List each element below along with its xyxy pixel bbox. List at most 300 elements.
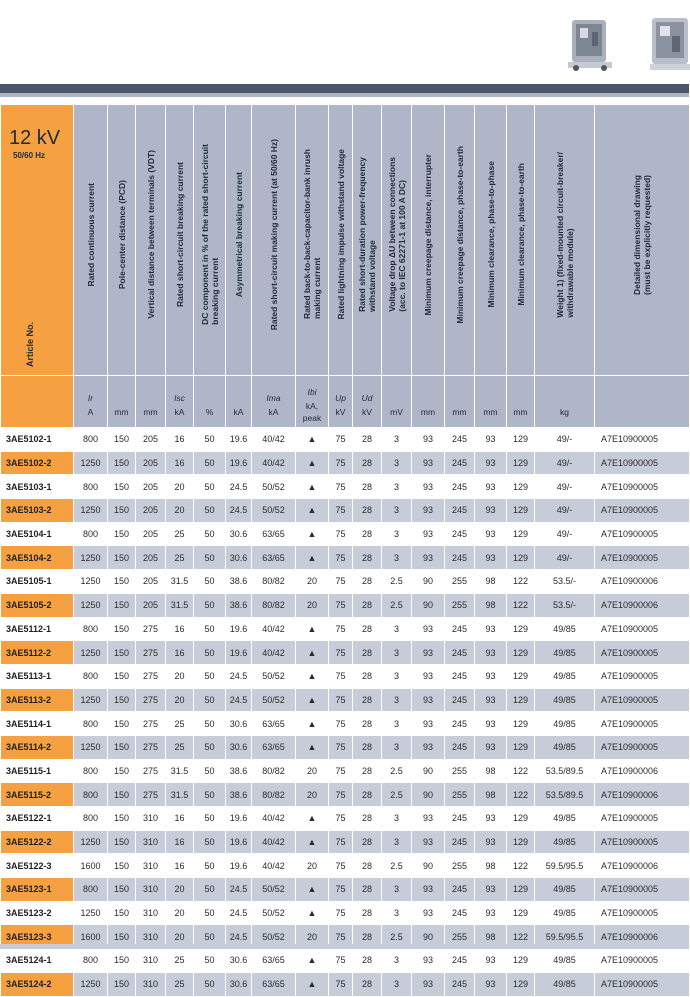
table-cell: 16 <box>166 830 194 854</box>
table-cell: ▲ <box>296 901 329 925</box>
table-cell: 20 <box>296 593 329 617</box>
column-unit-cell <box>475 376 507 428</box>
table-cell: 90 <box>412 783 445 807</box>
column-symbol <box>194 386 225 406</box>
table-cell: 40/42 <box>252 854 296 878</box>
table-cell: 50 <box>194 878 226 902</box>
article-number: 3AE5105-2 <box>1 593 74 617</box>
table-cell: 50 <box>194 925 226 949</box>
table-row <box>1 664 690 688</box>
column-header-label: Minimum creepage distance, phase-to-earth <box>454 145 465 324</box>
table-cell: ▲ <box>296 688 329 712</box>
table-cell: 275 <box>136 641 166 665</box>
table-cell: 28 <box>353 807 382 831</box>
table-cell: 122 <box>507 759 535 783</box>
drawing-number: A7E10900005 <box>595 712 690 736</box>
table-cell: 3 <box>382 972 412 996</box>
table-cell: 150 <box>108 807 136 831</box>
table-cell: 245 <box>445 688 475 712</box>
table-cell: 24.5 <box>226 901 252 925</box>
table-cell: 49/85 <box>535 807 595 831</box>
table-cell: 38.6 <box>226 783 252 807</box>
table-cell: 98 <box>475 783 507 807</box>
table-cell: 129 <box>507 972 535 996</box>
table-cell: 20 <box>166 475 194 499</box>
table-row <box>1 641 690 665</box>
table-cell: 20 <box>296 759 329 783</box>
table-cell: 53.5/- <box>535 593 595 617</box>
table-cell: 2.5 <box>382 925 412 949</box>
column-symbol <box>226 386 251 406</box>
table-cell: 245 <box>445 972 475 996</box>
table-cell: 50 <box>194 854 226 878</box>
table-cell: ▲ <box>296 807 329 831</box>
table-cell: 93 <box>412 664 445 688</box>
table-cell: 75 <box>329 783 353 807</box>
table-cell: ▲ <box>296 972 329 996</box>
table-cell: 129 <box>507 664 535 688</box>
table-cell: 205 <box>136 546 166 570</box>
column-unit-cell <box>296 376 329 428</box>
column-unit: kg <box>560 406 569 417</box>
table-cell: 245 <box>445 641 475 665</box>
table-cell: 50 <box>194 972 226 996</box>
table-cell: 93 <box>412 735 445 759</box>
table-cell: 205 <box>136 499 166 523</box>
table-cell: 50/52 <box>252 499 296 523</box>
table-cell: 93 <box>412 688 445 712</box>
column-header <box>595 105 690 376</box>
column-symbol <box>507 386 534 406</box>
table-cell: 49/85 <box>535 664 595 688</box>
column-header <box>412 105 445 376</box>
drawing-number: A7E10900005 <box>595 949 690 973</box>
table-cell: 245 <box>445 522 475 546</box>
table-cell: 28 <box>353 854 382 878</box>
table-cell: 310 <box>136 807 166 831</box>
table-cell: 275 <box>136 759 166 783</box>
table-cell: 129 <box>507 807 535 831</box>
table-cell: 800 <box>74 617 108 641</box>
column-unit-cell <box>194 376 226 428</box>
table-cell: 28 <box>353 593 382 617</box>
column-header <box>296 105 329 376</box>
table-cell: 93 <box>412 522 445 546</box>
table-cell: 800 <box>74 664 108 688</box>
table-cell: 150 <box>108 972 136 996</box>
table-cell: 93 <box>475 617 507 641</box>
column-header-label: Rated short-circuit breaking current <box>174 161 185 307</box>
table-cell: 19.6 <box>226 854 252 878</box>
table-cell: 245 <box>445 830 475 854</box>
table-cell: 31.5 <box>166 783 194 807</box>
table-cell: ▲ <box>296 712 329 736</box>
table-cell: 20 <box>166 925 194 949</box>
column-symbol <box>382 386 411 406</box>
table-cell: 28 <box>353 475 382 499</box>
spec-table <box>0 104 690 997</box>
table-cell: 98 <box>475 925 507 949</box>
table-cell: 19.6 <box>226 451 252 475</box>
table-body <box>1 428 690 997</box>
table-cell: 49/85 <box>535 641 595 665</box>
table-cell: 800 <box>74 783 108 807</box>
header-band-light <box>0 93 689 97</box>
header-band-dark <box>0 84 689 93</box>
column-header-label: Vertical distance between terminals (VDT) <box>145 150 156 319</box>
table-cell: 20 <box>296 570 329 594</box>
table-cell: 75 <box>329 570 353 594</box>
table-cell: 30.6 <box>226 735 252 759</box>
table-cell: 310 <box>136 925 166 949</box>
table-cell: 150 <box>108 759 136 783</box>
drawing-number: A7E10900005 <box>595 878 690 902</box>
table-cell: 150 <box>108 712 136 736</box>
table-cell: 50 <box>194 712 226 736</box>
table-cell: 24.5 <box>226 925 252 949</box>
table-cell: 3 <box>382 641 412 665</box>
table-cell: 800 <box>74 475 108 499</box>
table-cell: 275 <box>136 783 166 807</box>
table-cell: 28 <box>353 901 382 925</box>
table-cell: 49/85 <box>535 972 595 996</box>
table-cell: 245 <box>445 712 475 736</box>
table-cell: 20 <box>166 688 194 712</box>
column-unit-cell <box>74 376 108 428</box>
table-cell: 28 <box>353 688 382 712</box>
table-cell: 129 <box>507 901 535 925</box>
table-cell: 75 <box>329 925 353 949</box>
column-header-label: Weight 1) (fixed-mounted circuit-breaker/ withdrawable module) <box>554 151 575 318</box>
table-cell: 1250 <box>74 641 108 665</box>
table-cell: 3 <box>382 475 412 499</box>
article-number: 3AE5102-2 <box>1 451 74 475</box>
table-cell: 150 <box>108 475 136 499</box>
table-cell: 93 <box>412 546 445 570</box>
table-row <box>1 499 690 523</box>
table-cell: 63/65 <box>252 522 296 546</box>
table-cell: 75 <box>329 475 353 499</box>
table-cell: 205 <box>136 451 166 475</box>
column-unit-cell <box>507 376 535 428</box>
drawing-number: A7E10900005 <box>595 641 690 665</box>
table-cell: 3 <box>382 949 412 973</box>
table-cell: 28 <box>353 570 382 594</box>
table-cell: 75 <box>329 830 353 854</box>
table-cell: 245 <box>445 451 475 475</box>
table-cell: 90 <box>412 570 445 594</box>
table-cell: 49/85 <box>535 688 595 712</box>
column-symbol <box>535 386 594 406</box>
table-cell: 90 <box>412 925 445 949</box>
table-cell: 93 <box>412 428 445 452</box>
table-cell: 80/82 <box>252 783 296 807</box>
table-cell: 50 <box>194 641 226 665</box>
column-unit: mm <box>452 406 467 417</box>
drawing-number: A7E10900005 <box>595 735 690 759</box>
table-cell: 24.5 <box>226 664 252 688</box>
table-cell: 50 <box>194 759 226 783</box>
voltage-unit-cell <box>1 376 74 428</box>
column-header-label: Minimum clearance, phase-to-phase <box>485 161 496 308</box>
table-cell: 3 <box>382 830 412 854</box>
table-cell: 245 <box>445 428 475 452</box>
table-cell: 150 <box>108 499 136 523</box>
table-cell: 93 <box>475 546 507 570</box>
table-cell: 93 <box>475 949 507 973</box>
table-cell: 205 <box>136 593 166 617</box>
table-cell: 93 <box>475 475 507 499</box>
table-cell: 310 <box>136 901 166 925</box>
table-cell: 800 <box>74 949 108 973</box>
table-cell: 31.5 <box>166 593 194 617</box>
table-cell: 129 <box>507 949 535 973</box>
table-cell: ▲ <box>296 451 329 475</box>
table-cell: 1250 <box>74 546 108 570</box>
table-cell: 255 <box>445 593 475 617</box>
table-cell: 93 <box>412 878 445 902</box>
table-cell: 310 <box>136 854 166 878</box>
article-number: 3AE5103-2 <box>1 499 74 523</box>
table-cell: 129 <box>507 522 535 546</box>
column-header-label: Rated short-circuit making current (at 50/60 Hz) <box>268 138 279 331</box>
table-cell: 800 <box>74 522 108 546</box>
table-cell: 93 <box>412 972 445 996</box>
table-cell: 24.5 <box>226 475 252 499</box>
table-cell: 50/52 <box>252 878 296 902</box>
table-cell: 1250 <box>74 593 108 617</box>
article-number: 3AE5105-1 <box>1 570 74 594</box>
table-cell: 255 <box>445 570 475 594</box>
table-cell: 98 <box>475 593 507 617</box>
table-cell: 63/65 <box>252 949 296 973</box>
column-symbol <box>595 392 689 412</box>
drawing-number: A7E10900005 <box>595 522 690 546</box>
column-unit: % <box>205 406 214 417</box>
table-cell: 49/85 <box>535 830 595 854</box>
table-cell: 90 <box>412 593 445 617</box>
column-unit-cell <box>445 376 475 428</box>
table-cell: 28 <box>353 522 382 546</box>
table-cell: 310 <box>136 949 166 973</box>
table-cell: 93 <box>475 664 507 688</box>
table-cell: 93 <box>412 475 445 499</box>
table-cell: 255 <box>445 783 475 807</box>
table-cell: 1250 <box>74 451 108 475</box>
table-cell: 75 <box>329 451 353 475</box>
table-cell: 75 <box>329 522 353 546</box>
column-header <box>108 105 136 376</box>
table-cell: 245 <box>445 475 475 499</box>
table-row <box>1 593 690 617</box>
table-cell: 50/52 <box>252 901 296 925</box>
column-header <box>74 105 108 376</box>
table-cell: 129 <box>507 499 535 523</box>
column-unit-cell <box>136 376 166 428</box>
table-cell: ▲ <box>296 428 329 452</box>
table-cell: 28 <box>353 972 382 996</box>
column-header-label: Rated short-duration power-frequency withstand voltage <box>357 157 377 312</box>
table-cell: 49/- <box>535 428 595 452</box>
column-unit-cell <box>595 376 690 428</box>
table-cell: ▲ <box>296 617 329 641</box>
table-cell: 50 <box>194 499 226 523</box>
table-cell: 31.5 <box>166 570 194 594</box>
article-number: 3AE5103-1 <box>1 475 74 499</box>
table-cell: 245 <box>445 617 475 641</box>
table-cell: 245 <box>445 664 475 688</box>
drawing-number: A7E10900005 <box>595 617 690 641</box>
table-cell: ▲ <box>296 499 329 523</box>
table-cell: 310 <box>136 972 166 996</box>
column-unit-cell <box>166 376 194 428</box>
table-cell: 1250 <box>74 830 108 854</box>
table-cell: 90 <box>412 759 445 783</box>
article-number: 3AE5112-1 <box>1 617 74 641</box>
table-cell: 1250 <box>74 901 108 925</box>
table-cell: 3 <box>382 617 412 641</box>
table-cell: 75 <box>329 593 353 617</box>
column-header-label: Rated continuous current <box>85 182 96 287</box>
table-cell: 38.6 <box>226 570 252 594</box>
column-unit: kA <box>268 406 279 417</box>
table-cell: 75 <box>329 641 353 665</box>
table-cell: 150 <box>108 617 136 641</box>
table-cell: ▲ <box>296 735 329 759</box>
table-cell: 75 <box>329 878 353 902</box>
drawing-number: A7E10900006 <box>595 854 690 878</box>
column-symbol: Ibi <box>307 386 317 397</box>
column-header <box>136 105 166 376</box>
table-cell: 28 <box>353 878 382 902</box>
table-cell: 93 <box>475 712 507 736</box>
column-header <box>353 105 382 376</box>
table-cell: 16 <box>166 428 194 452</box>
table-cell: 2.5 <box>382 783 412 807</box>
column-header <box>252 105 296 376</box>
table-cell: 28 <box>353 783 382 807</box>
table-cell: ▲ <box>296 664 329 688</box>
column-header <box>166 105 194 376</box>
table-cell: 20 <box>296 925 329 949</box>
table-cell: 40/42 <box>252 617 296 641</box>
table-cell: 800 <box>74 878 108 902</box>
column-header-label: Asymmetrical breaking current <box>233 171 244 298</box>
table-cell: 40/42 <box>252 830 296 854</box>
column-symbol: Isc <box>174 392 185 403</box>
table-cell: 28 <box>353 451 382 475</box>
table-cell: 49/- <box>535 546 595 570</box>
table-cell: ▲ <box>296 475 329 499</box>
article-number: 3AE5113-2 <box>1 688 74 712</box>
drawing-number: A7E10900005 <box>595 830 690 854</box>
table-cell: 93 <box>412 901 445 925</box>
table-cell: ▲ <box>296 949 329 973</box>
table-cell: 75 <box>329 949 353 973</box>
table-cell: 20 <box>166 499 194 523</box>
table-row <box>1 807 690 831</box>
table-cell: 28 <box>353 428 382 452</box>
column-unit-cell <box>329 376 353 428</box>
table-cell: 28 <box>353 712 382 736</box>
table-cell: 40/42 <box>252 451 296 475</box>
table-cell: 800 <box>74 428 108 452</box>
table-cell: 50 <box>194 593 226 617</box>
column-header-label: Rated back-to-back-capacitor-bank inrush making current <box>302 149 322 320</box>
table-cell: 20 <box>166 878 194 902</box>
table-cell: 25 <box>166 972 194 996</box>
table-cell: 50 <box>194 901 226 925</box>
article-number: 3AE5114-1 <box>1 712 74 736</box>
table-row <box>1 878 690 902</box>
table-cell: 28 <box>353 925 382 949</box>
table-cell: 150 <box>108 641 136 665</box>
article-number: 3AE5104-2 <box>1 546 74 570</box>
table-row <box>1 949 690 973</box>
table-cell: 245 <box>445 878 475 902</box>
table-cell: 255 <box>445 854 475 878</box>
table-cell: 90 <box>412 854 445 878</box>
table-cell: 19.6 <box>226 807 252 831</box>
table-cell: 50 <box>194 451 226 475</box>
article-number: 3AE5115-1 <box>1 759 74 783</box>
column-unit: mm <box>420 406 436 417</box>
table-cell: 50 <box>194 617 226 641</box>
drawing-number: A7E10900006 <box>595 783 690 807</box>
table-cell: 75 <box>329 617 353 641</box>
table-cell: 2.5 <box>382 570 412 594</box>
column-symbol <box>136 386 165 406</box>
drawing-number: A7E10900005 <box>595 546 690 570</box>
table-cell: 75 <box>329 664 353 688</box>
drawing-number: A7E10900005 <box>595 664 690 688</box>
drawing-number: A7E10900006 <box>595 593 690 617</box>
table-row <box>1 451 690 475</box>
table-cell: 3 <box>382 522 412 546</box>
table-cell: ▲ <box>296 641 329 665</box>
table-cell: 1250 <box>74 570 108 594</box>
table-cell: 150 <box>108 593 136 617</box>
table-cell: 28 <box>353 735 382 759</box>
table-cell: 800 <box>74 712 108 736</box>
column-symbol: Ima <box>266 392 281 403</box>
table-cell: 1600 <box>74 925 108 949</box>
table-cell: 50 <box>194 807 226 831</box>
table-cell: 129 <box>507 878 535 902</box>
drawing-number: A7E10900006 <box>595 759 690 783</box>
table-cell: 93 <box>475 522 507 546</box>
table-cell: 93 <box>475 972 507 996</box>
table-cell: 16 <box>166 451 194 475</box>
table-cell: 275 <box>136 688 166 712</box>
table-cell: 245 <box>445 735 475 759</box>
table-cell: 20 <box>166 901 194 925</box>
table-cell: 93 <box>412 949 445 973</box>
table-cell: 93 <box>475 807 507 831</box>
article-number: 3AE5122-1 <box>1 807 74 831</box>
article-number: 3AE5114-2 <box>1 735 74 759</box>
table-cell: 28 <box>353 664 382 688</box>
drawing-number: A7E10900005 <box>595 807 690 831</box>
table-cell: 3 <box>382 664 412 688</box>
column-symbol <box>445 386 474 406</box>
article-number: 3AE5123-3 <box>1 925 74 949</box>
column-header <box>226 105 252 376</box>
table-cell: 3 <box>382 499 412 523</box>
voltage-rating: 12 kV <box>9 127 61 149</box>
table-cell: 50 <box>194 522 226 546</box>
table-cell: 75 <box>329 735 353 759</box>
